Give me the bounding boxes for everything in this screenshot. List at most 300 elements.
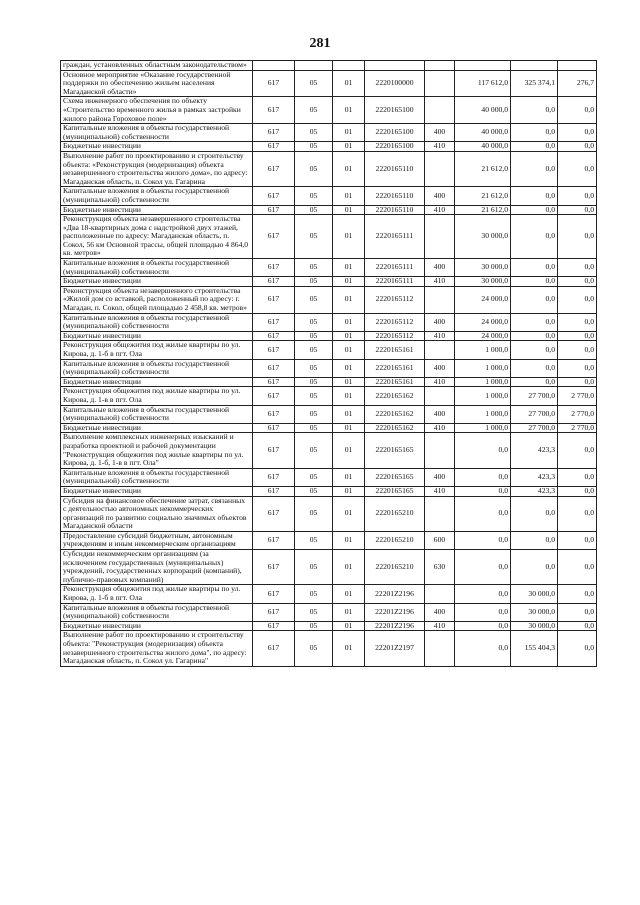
amount-2-cell: 27 700,0 [511, 423, 558, 433]
target-article-code-cell: 22201Z2196 [365, 603, 425, 621]
row-name-cell: Субсидия на финансовое обеспечение затрат, связанных с деятельностью автономных некоммерческих организаций по развитию социально значимых объектов Магаданской области [61, 496, 253, 531]
table-row [61, 496, 597, 531]
target-article-code-cell: 2220165162 [365, 423, 425, 433]
amount-1-cell: 1 000,0 [455, 387, 511, 405]
target-article-code-cell: 2220165165 [365, 486, 425, 496]
table-row [61, 468, 597, 486]
amount-3-cell: 0,0 [558, 151, 597, 186]
expense-type-code-cell [425, 341, 455, 359]
expense-type-code-cell [425, 631, 455, 666]
target-article-code-cell: 2220165210 [365, 550, 425, 585]
amount-3-cell: 0,0 [558, 205, 597, 215]
table-row [61, 277, 597, 287]
section-code-cell: 05 [295, 405, 333, 423]
table-row [61, 215, 597, 259]
row-name-cell: Реконструкция объекта незавершенного строительства «Жилой дом со вставкой, расположенный по адресу: г. Магадан, п. Сокол, общей площадью 2 458,8 кв. метров» [61, 286, 253, 313]
amount-2-cell: 423,3 [511, 433, 558, 468]
target-article-code-cell: 2220165162 [365, 405, 425, 423]
subsection-code-cell: 01 [333, 331, 365, 341]
target-article-code-cell: 2220165165 [365, 433, 425, 468]
section-code-cell: 05 [295, 286, 333, 313]
subsection-code-cell: 01 [333, 277, 365, 287]
expense-type-code-cell: 400 [425, 405, 455, 423]
amount-1-cell: 0,0 [455, 486, 511, 496]
subsection-code-cell: 01 [333, 313, 365, 331]
target-article-code-cell: 2220165112 [365, 313, 425, 331]
section-code-cell: 05 [295, 341, 333, 359]
amount-3-cell: 0,0 [558, 313, 597, 331]
expense-type-code-cell: 410 [425, 205, 455, 215]
amount-1-cell: 0,0 [455, 433, 511, 468]
subsection-code-cell: 01 [333, 621, 365, 631]
expense-type-code-cell: 410 [425, 423, 455, 433]
target-article-code-cell: 22201Z2196 [365, 621, 425, 631]
subsection-code-cell: 01 [333, 286, 365, 313]
ved-code-cell: 617 [253, 433, 295, 468]
subsection-code-cell: 01 [333, 259, 365, 277]
amount-3-cell: 0,0 [558, 286, 597, 313]
amount-3-cell: 0,0 [558, 277, 597, 287]
section-code-cell: 05 [295, 423, 333, 433]
amount-1-cell: 40 000,0 [455, 142, 511, 152]
ved-code-cell: 617 [253, 631, 295, 666]
row-name-cell: Субсидии некоммерческим организациям (за исключением государственных (муниципальных) учреждений, государственных корпораций (компаний), публично-правовых компаний) [61, 550, 253, 585]
amount-2-cell: 0,0 [511, 313, 558, 331]
ved-code-cell: 617 [253, 603, 295, 621]
ved-code-cell: 617 [253, 585, 295, 603]
table-row [61, 142, 597, 152]
row-name-cell: Капитальные вложения в объекты государственной (муниципальной) собственности [61, 124, 253, 142]
row-name-cell: Реконструкция общежития под жилые квартиры по ул. Кирова, д. 1-б в пгт. Ола [61, 585, 253, 603]
amount-1-cell: 21 612,0 [455, 205, 511, 215]
amount-2-cell: 0,0 [511, 341, 558, 359]
section-code-cell: 05 [295, 585, 333, 603]
ved-code-cell: 617 [253, 259, 295, 277]
expense-type-code-cell: 630 [425, 550, 455, 585]
expense-type-code-cell [425, 97, 455, 124]
ved-code-cell: 617 [253, 377, 295, 387]
amount-2-cell: 0,0 [511, 142, 558, 152]
amount-2-cell: 325 374,1 [511, 70, 558, 97]
amount-1-cell: 0,0 [455, 603, 511, 621]
amount-3-cell: 0,0 [558, 603, 597, 621]
expense-type-code-cell [425, 70, 455, 97]
target-article-code-cell: 22201Z2196 [365, 585, 425, 603]
amount-3-cell [558, 61, 597, 71]
table-row [61, 313, 597, 331]
amount-3-cell: 0,0 [558, 215, 597, 259]
ved-code-cell: 617 [253, 286, 295, 313]
section-code-cell: 05 [295, 621, 333, 631]
section-code-cell: 05 [295, 215, 333, 259]
ved-code-cell: 617 [253, 550, 295, 585]
ved-code-cell: 617 [253, 405, 295, 423]
section-code-cell: 05 [295, 277, 333, 287]
amount-1-cell: 0,0 [455, 468, 511, 486]
subsection-code-cell: 01 [333, 531, 365, 549]
table-row [61, 631, 597, 666]
amount-3-cell: 0,0 [558, 97, 597, 124]
subsection-code-cell: 01 [333, 205, 365, 215]
amount-3-cell: 0,0 [558, 341, 597, 359]
section-code-cell: 05 [295, 70, 333, 97]
expense-type-code-cell: 400 [425, 187, 455, 205]
row-name-cell: Капитальные вложения в объекты государственной (муниципальной) собственности [61, 313, 253, 331]
expense-type-code-cell: 410 [425, 277, 455, 287]
target-article-code-cell: 2220165112 [365, 286, 425, 313]
subsection-code-cell: 01 [333, 124, 365, 142]
amount-2-cell: 27 700,0 [511, 387, 558, 405]
subsection-code-cell: 01 [333, 341, 365, 359]
ved-code-cell: 617 [253, 313, 295, 331]
amount-1-cell: 1 000,0 [455, 423, 511, 433]
amount-1-cell: 40 000,0 [455, 97, 511, 124]
table-row [61, 341, 597, 359]
amount-3-cell: 0,0 [558, 142, 597, 152]
amount-3-cell: 0,0 [558, 531, 597, 549]
subsection-code-cell: 01 [333, 359, 365, 377]
subsection-code-cell: 01 [333, 468, 365, 486]
expense-type-code-cell [425, 286, 455, 313]
amount-3-cell: 0,0 [558, 496, 597, 531]
amount-3-cell: 276,7 [558, 70, 597, 97]
amount-2-cell: 0,0 [511, 331, 558, 341]
table-row [61, 585, 597, 603]
section-code-cell: 05 [295, 631, 333, 666]
target-article-code-cell: 22201Z2197 [365, 631, 425, 666]
ved-code-cell: 617 [253, 215, 295, 259]
section-code-cell: 05 [295, 496, 333, 531]
target-article-code-cell: 2220165100 [365, 142, 425, 152]
expense-type-code-cell: 400 [425, 359, 455, 377]
table-row [61, 405, 597, 423]
section-code-cell: 05 [295, 124, 333, 142]
target-article-code-cell: 2220165161 [365, 341, 425, 359]
amount-3-cell: 0,0 [558, 124, 597, 142]
target-article-code-cell: 2220165112 [365, 331, 425, 341]
table-row [61, 486, 597, 496]
section-code-cell: 05 [295, 359, 333, 377]
expense-type-code-cell: 400 [425, 313, 455, 331]
amount-1-cell: 24 000,0 [455, 286, 511, 313]
target-article-code-cell: 2220165100 [365, 124, 425, 142]
page-number: 281 [309, 36, 331, 51]
table-row [61, 286, 597, 313]
ved-code-cell: 617 [253, 486, 295, 496]
amount-1-cell: 24 000,0 [455, 331, 511, 341]
section-code-cell: 05 [295, 468, 333, 486]
target-article-code-cell: 2220165110 [365, 187, 425, 205]
target-article-code-cell: 2220165111 [365, 259, 425, 277]
ved-code-cell: 617 [253, 205, 295, 215]
amount-1-cell [455, 61, 511, 71]
section-code-cell: 05 [295, 331, 333, 341]
ved-code-cell: 617 [253, 124, 295, 142]
expense-type-code-cell [425, 215, 455, 259]
amount-3-cell: 0,0 [558, 359, 597, 377]
ved-code-cell: 617 [253, 97, 295, 124]
table-row [61, 205, 597, 215]
row-name-cell: Бюджетные инвестиции [61, 331, 253, 341]
subsection-code-cell: 01 [333, 550, 365, 585]
row-name-cell: Реконструкция объекта незавершенного строительства «Два 18-квартирных дома с надстройкой двух этажей, расположенные по адресу: Магаданская область, п. Сокол, 56 км Основной трассы, общей площадью 4 864,0 кв. метров» [61, 215, 253, 259]
ved-code-cell: 617 [253, 142, 295, 152]
section-code-cell [295, 61, 333, 71]
ved-code-cell: 617 [253, 341, 295, 359]
table-row [61, 387, 597, 405]
row-name-cell: Выполнение работ по проектированию и строительству объекта: "Реконструкция (модернизация) объекта незавершенного строительства жилого дома", по адресу: Магаданская область, п. Сокол ул. Гагарина" [61, 631, 253, 666]
amount-1-cell: 30 000,0 [455, 277, 511, 287]
table-row [61, 377, 597, 387]
ved-code-cell: 617 [253, 277, 295, 287]
amount-2-cell: 0,0 [511, 277, 558, 287]
row-name-cell: Бюджетные инвестиции [61, 277, 253, 287]
amount-1-cell: 0,0 [455, 496, 511, 531]
table-row [61, 97, 597, 124]
amount-2-cell: 0,0 [511, 187, 558, 205]
table-row [61, 621, 597, 631]
subsection-code-cell: 01 [333, 215, 365, 259]
amount-1-cell: 117 612,0 [455, 70, 511, 97]
target-article-code-cell: 2220165161 [365, 377, 425, 387]
amount-1-cell: 40 000,0 [455, 124, 511, 142]
section-code-cell: 05 [295, 377, 333, 387]
section-code-cell: 05 [295, 187, 333, 205]
subsection-code-cell: 01 [333, 151, 365, 186]
subsection-code-cell: 01 [333, 486, 365, 496]
ved-code-cell: 617 [253, 387, 295, 405]
amount-2-cell: 0,0 [511, 97, 558, 124]
section-code-cell: 05 [295, 387, 333, 405]
table-row [61, 531, 597, 549]
ved-code-cell: 617 [253, 468, 295, 486]
target-article-code-cell: 2220165110 [365, 151, 425, 186]
amount-1-cell: 21 612,0 [455, 187, 511, 205]
ved-code-cell: 617 [253, 359, 295, 377]
expense-type-code-cell: 410 [425, 621, 455, 631]
amount-1-cell: 0,0 [455, 585, 511, 603]
amount-2-cell: 30 000,0 [511, 585, 558, 603]
row-name-cell: Капитальные вложения в объекты государственной (муниципальной) собственности [61, 187, 253, 205]
row-name-cell: Предоставление субсидий бюджетным, автономным учреждениям и иным некоммерческим организациям [61, 531, 253, 549]
amount-2-cell: 0,0 [511, 124, 558, 142]
amount-2-cell: 423,3 [511, 468, 558, 486]
section-code-cell: 05 [295, 97, 333, 124]
table-row [61, 61, 597, 71]
subsection-code-cell: 01 [333, 387, 365, 405]
amount-1-cell: 21 612,0 [455, 151, 511, 186]
expense-type-code-cell: 410 [425, 331, 455, 341]
table-row [61, 433, 597, 468]
amount-1-cell: 0,0 [455, 631, 511, 666]
budget-table [60, 60, 597, 667]
ved-code-cell: 617 [253, 151, 295, 186]
ved-code-cell: 617 [253, 621, 295, 631]
row-name-cell: Бюджетные инвестиции [61, 205, 253, 215]
table-row [61, 359, 597, 377]
amount-2-cell: 0,0 [511, 531, 558, 549]
ved-code-cell: 617 [253, 70, 295, 97]
amount-3-cell: 0,0 [558, 331, 597, 341]
section-code-cell: 05 [295, 486, 333, 496]
table-row [61, 151, 597, 186]
table-row [61, 259, 597, 277]
amount-1-cell: 1 000,0 [455, 405, 511, 423]
amount-2-cell: 155 404,3 [511, 631, 558, 666]
row-name-cell: Основное мероприятие «Оказание государственной поддержки по обеспечению жильем населения Магаданской области» [61, 70, 253, 97]
row-name-cell: Бюджетные инвестиции [61, 423, 253, 433]
target-article-code-cell: 2220100000 [365, 70, 425, 97]
amount-3-cell: 2 770,0 [558, 423, 597, 433]
ved-code-cell: 617 [253, 187, 295, 205]
amount-2-cell: 27 700,0 [511, 405, 558, 423]
amount-1-cell: 1 000,0 [455, 359, 511, 377]
amount-2-cell: 0,0 [511, 215, 558, 259]
amount-2-cell: 0,0 [511, 359, 558, 377]
amount-2-cell [511, 61, 558, 71]
expense-type-code-cell: 410 [425, 142, 455, 152]
amount-3-cell: 2 770,0 [558, 405, 597, 423]
row-name-cell: Бюджетные инвестиции [61, 377, 253, 387]
amount-1-cell: 0,0 [455, 550, 511, 585]
row-name-cell: Капитальные вложения в объекты государственной (муниципальной) собственности [61, 468, 253, 486]
expense-type-code-cell: 400 [425, 603, 455, 621]
amount-2-cell: 0,0 [511, 550, 558, 585]
target-article-code-cell: 2220165111 [365, 215, 425, 259]
section-code-cell: 05 [295, 550, 333, 585]
row-name-cell: граждан, установленных областным законодательством» [61, 61, 253, 71]
amount-1-cell: 1 000,0 [455, 341, 511, 359]
target-article-code-cell: 2220165161 [365, 359, 425, 377]
table-row [61, 331, 597, 341]
row-name-cell: Капитальные вложения в объекты государственной (муниципальной) собственности [61, 603, 253, 621]
section-code-cell: 05 [295, 151, 333, 186]
subsection-code-cell: 01 [333, 187, 365, 205]
amount-2-cell: 0,0 [511, 496, 558, 531]
target-article-code-cell: 2220165110 [365, 205, 425, 215]
table-row [61, 124, 597, 142]
table-body [61, 61, 597, 667]
target-article-code-cell: 2220165165 [365, 468, 425, 486]
section-code-cell: 05 [295, 259, 333, 277]
subsection-code-cell [333, 61, 365, 71]
ved-code-cell [253, 61, 295, 71]
subsection-code-cell: 01 [333, 433, 365, 468]
row-name-cell: Капитальные вложения в объекты государственной (муниципальной) собственности [61, 359, 253, 377]
row-name-cell: Схема инженерного обеспечения по объекту «Строительство временного жилья в рамках застройки жилого района Гороховое поле» [61, 97, 253, 124]
expense-type-code-cell [425, 151, 455, 186]
amount-3-cell: 0,0 [558, 585, 597, 603]
amount-2-cell: 0,0 [511, 377, 558, 387]
expense-type-code-cell [425, 387, 455, 405]
amount-1-cell: 0,0 [455, 531, 511, 549]
row-name-cell: Реконструкция общежития под жилые квартиры по ул. Кирова, д. 1-б в пгт. Ола [61, 341, 253, 359]
subsection-code-cell: 01 [333, 423, 365, 433]
amount-3-cell: 0,0 [558, 631, 597, 666]
row-name-cell: Капитальные вложения в объекты государственной (муниципальной) собственности [61, 259, 253, 277]
subsection-code-cell: 01 [333, 142, 365, 152]
row-name-cell: Выполнение работ по проектированию и строительству объекта: «Реконструкция (модернизация) объекта незавершенного строительства жилого дома», по адресу: Магаданская область, п. Сокол ул. Гагарина [61, 151, 253, 186]
amount-3-cell: 0,0 [558, 486, 597, 496]
section-code-cell: 05 [295, 531, 333, 549]
expense-type-code-cell [425, 585, 455, 603]
target-article-code-cell: 2220165111 [365, 277, 425, 287]
row-name-cell: Бюджетные инвестиции [61, 486, 253, 496]
amount-3-cell: 0,0 [558, 259, 597, 277]
expense-type-code-cell: 400 [425, 259, 455, 277]
expense-type-code-cell: 400 [425, 468, 455, 486]
amount-2-cell: 0,0 [511, 151, 558, 186]
ved-code-cell: 617 [253, 423, 295, 433]
expense-type-code-cell [425, 496, 455, 531]
ved-code-cell: 617 [253, 496, 295, 531]
table-row [61, 423, 597, 433]
amount-1-cell: 30 000,0 [455, 259, 511, 277]
ved-code-cell: 617 [253, 531, 295, 549]
target-article-code-cell: 2220165162 [365, 387, 425, 405]
section-code-cell: 05 [295, 603, 333, 621]
row-name-cell: Бюджетные инвестиции [61, 621, 253, 631]
amount-1-cell: 1 000,0 [455, 377, 511, 387]
section-code-cell: 05 [295, 313, 333, 331]
subsection-code-cell: 01 [333, 585, 365, 603]
section-code-cell: 05 [295, 142, 333, 152]
table-row [61, 603, 597, 621]
row-name-cell: Капитальные вложения в объекты государственной (муниципальной) собственности [61, 405, 253, 423]
subsection-code-cell: 01 [333, 97, 365, 124]
amount-2-cell: 0,0 [511, 286, 558, 313]
amount-3-cell: 0,0 [558, 433, 597, 468]
subsection-code-cell: 01 [333, 405, 365, 423]
expense-type-code-cell [425, 433, 455, 468]
ved-code-cell: 617 [253, 331, 295, 341]
amount-2-cell: 0,0 [511, 259, 558, 277]
row-name-cell: Бюджетные инвестиции [61, 142, 253, 152]
row-name-cell: Реконструкция общежития под жилые квартиры по ул. Кирова, д. 1-в в пгт. Ола [61, 387, 253, 405]
table-row [61, 70, 597, 97]
expense-type-code-cell: 410 [425, 377, 455, 387]
amount-3-cell: 0,0 [558, 187, 597, 205]
subsection-code-cell: 01 [333, 603, 365, 621]
subsection-code-cell: 01 [333, 377, 365, 387]
table-row [61, 187, 597, 205]
expense-type-code-cell: 400 [425, 124, 455, 142]
amount-3-cell: 0,0 [558, 377, 597, 387]
amount-3-cell: 2 770,0 [558, 387, 597, 405]
expense-type-code-cell [425, 61, 455, 71]
amount-2-cell: 30 000,0 [511, 621, 558, 631]
amount-2-cell: 0,0 [511, 205, 558, 215]
target-article-code-cell: 2220165210 [365, 496, 425, 531]
expense-type-code-cell: 410 [425, 486, 455, 496]
subsection-code-cell: 01 [333, 496, 365, 531]
target-article-code-cell: 2220165100 [365, 97, 425, 124]
amount-3-cell: 0,0 [558, 550, 597, 585]
target-article-code-cell [365, 61, 425, 71]
section-code-cell: 05 [295, 433, 333, 468]
amount-3-cell: 0,0 [558, 621, 597, 631]
target-article-code-cell: 2220165210 [365, 531, 425, 549]
section-code-cell: 05 [295, 205, 333, 215]
subsection-code-cell: 01 [333, 70, 365, 97]
amount-1-cell: 0,0 [455, 621, 511, 631]
amount-2-cell: 30 000,0 [511, 603, 558, 621]
table-row [61, 550, 597, 585]
amount-1-cell: 30 000,0 [455, 215, 511, 259]
amount-3-cell: 0,0 [558, 468, 597, 486]
amount-2-cell: 423,3 [511, 486, 558, 496]
row-name-cell: Выполнение комплексных инженерных изысканий и разработка проектной и рабочей документации "Реконструкция общежития под жилые квартиры по ул. Кирова, д. 1-б, 1-в в пгт. Ола" [61, 433, 253, 468]
